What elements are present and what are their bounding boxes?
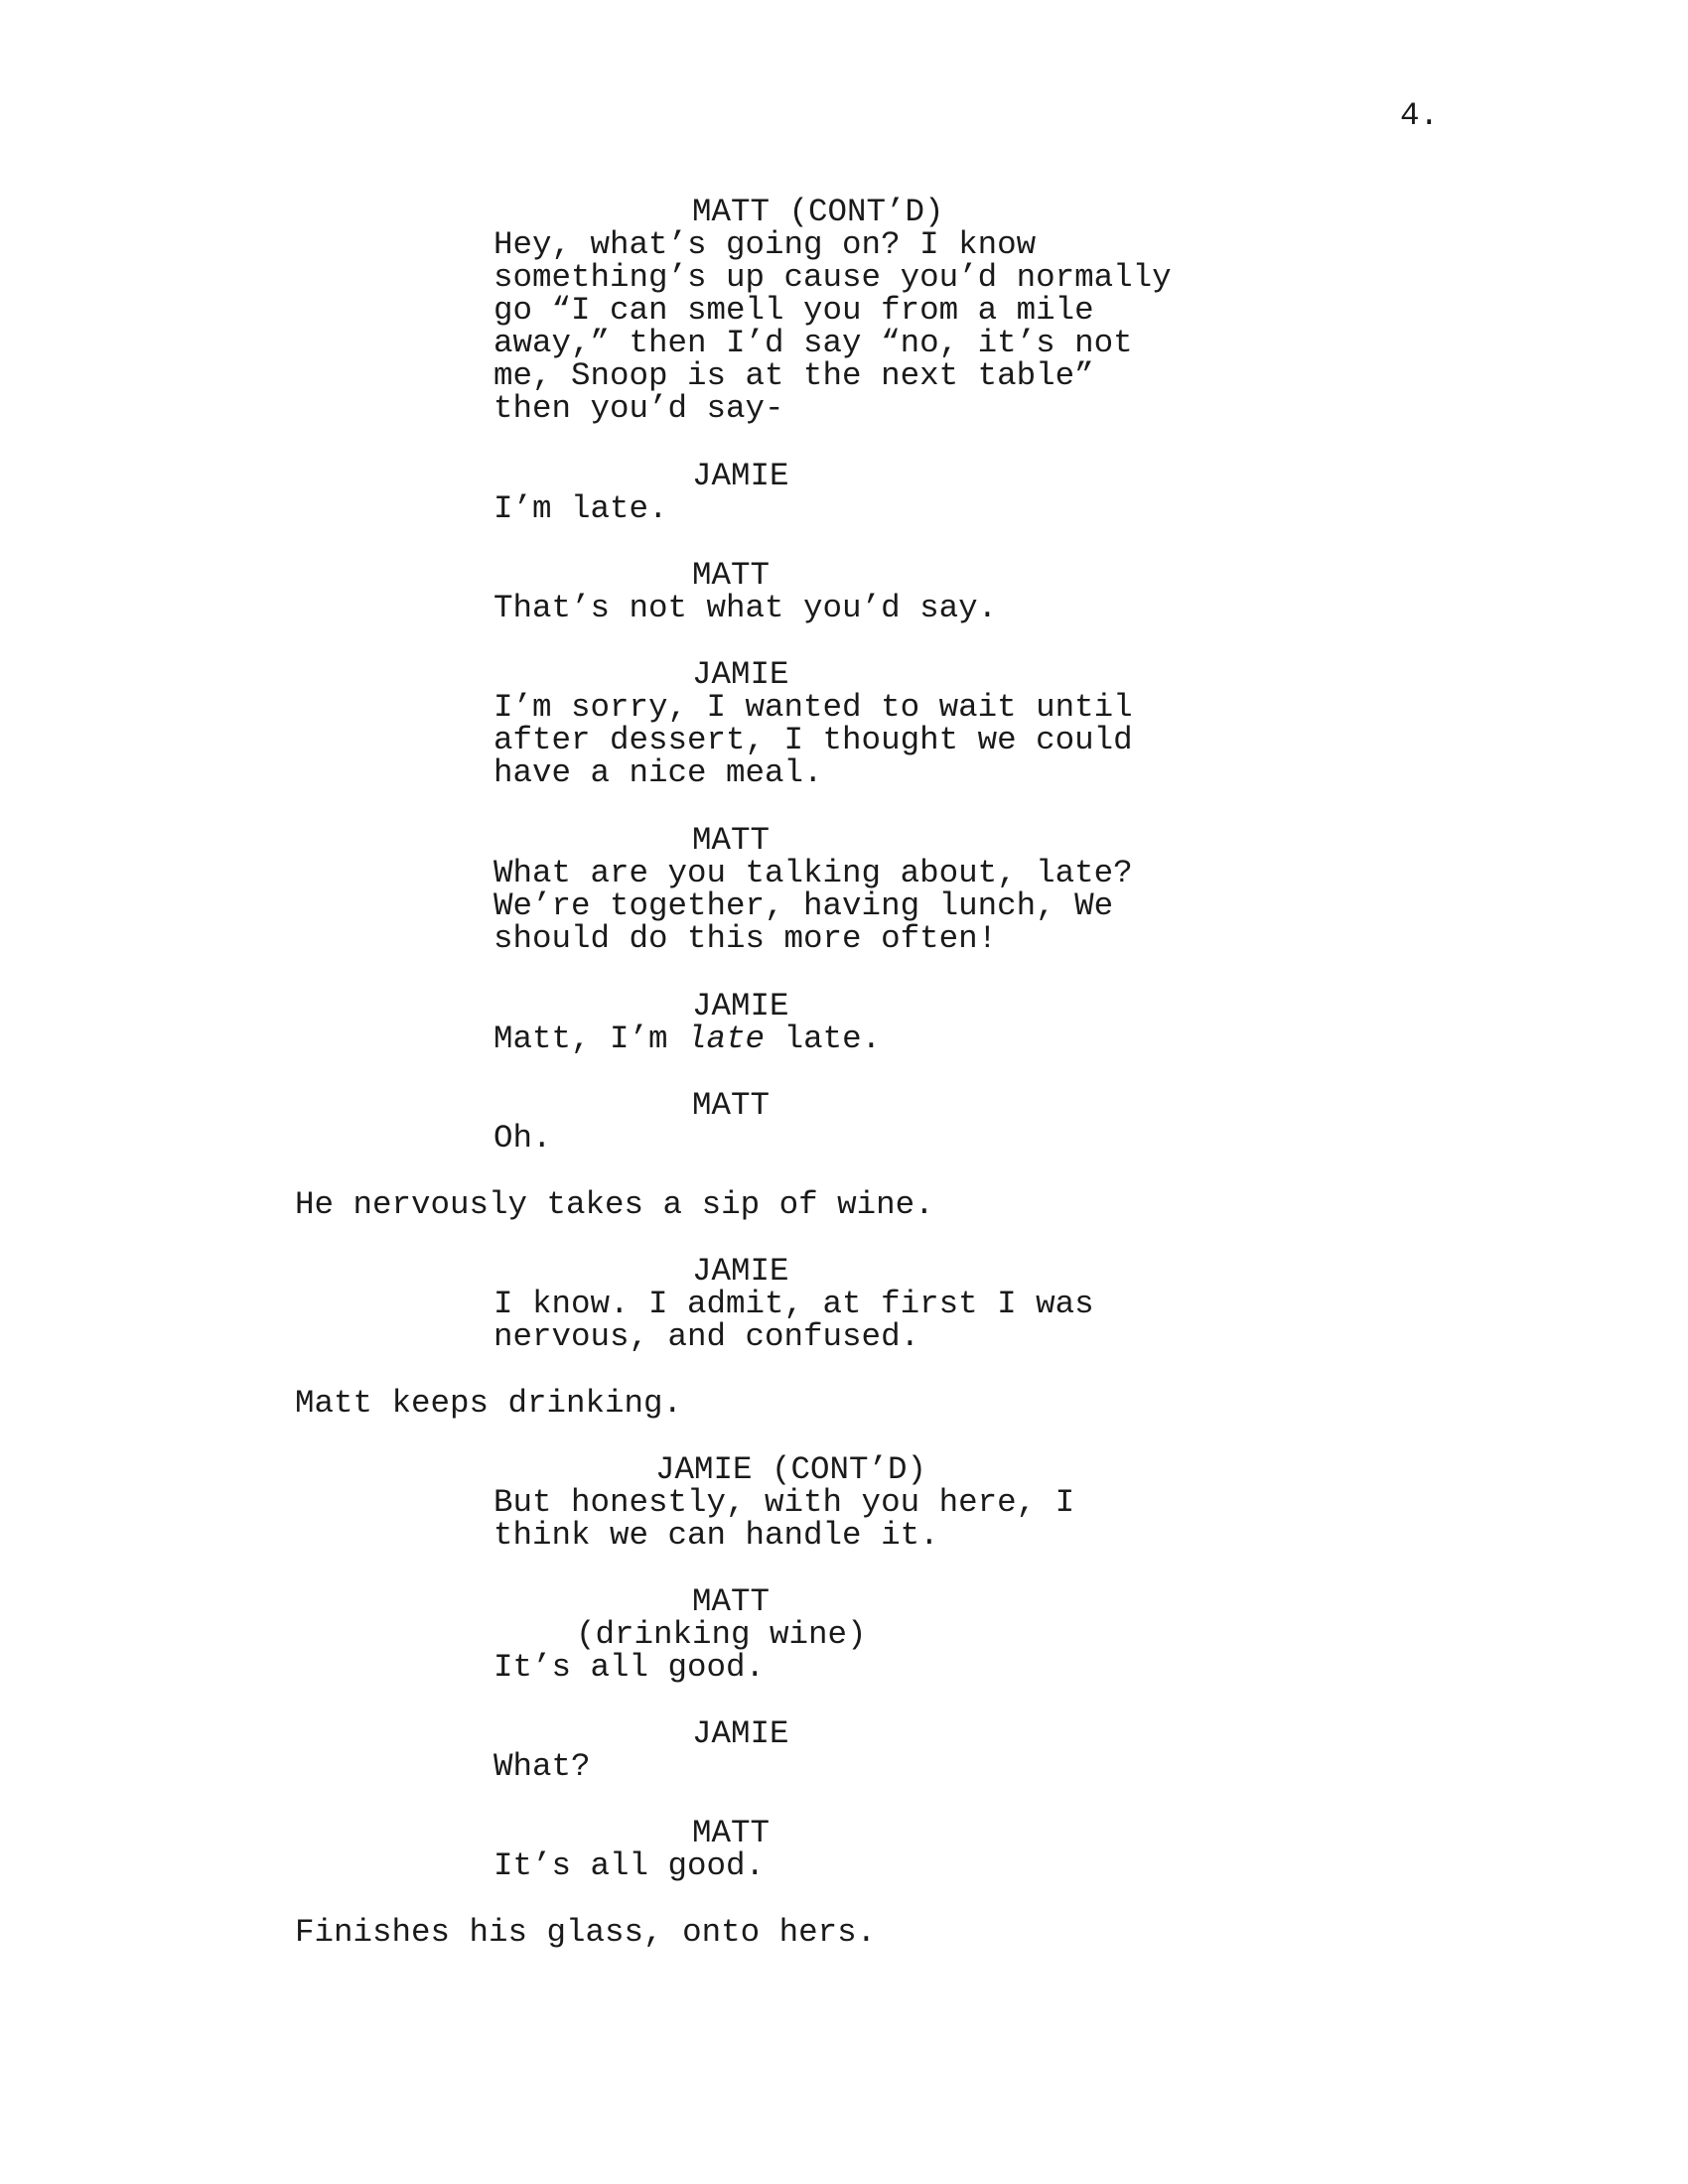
parenthetical: (drinking wine) [576,1616,867,1653]
character-cue: MATT [692,557,771,594]
action-line: Finishes his glass, onto hers. [295,1914,877,1951]
dialogue-line: Hey, what’s going on? I know [493,226,1037,263]
dialogue-line: Oh. [493,1120,552,1157]
dialogue-line: think we can handle it. [493,1517,939,1554]
dialogue-line: I’m sorry, I wanted to wait until [493,689,1133,726]
dialogue-line: after dessert, I thought we could [493,722,1133,758]
page-number: 4. [1400,97,1440,134]
dialogue-line: away,” then I’d say “no, it’s not [493,325,1133,361]
character-cue: MATT (CONT’D) [692,194,944,230]
character-cue: JAMIE [692,988,789,1024]
character-cue: MATT [692,822,771,859]
emphasis-text: late [687,1021,766,1057]
dialogue-line: me, Snoop is at the next table” [493,357,1094,394]
dialogue-line: What are you talking about, late? [493,855,1133,891]
character-cue: JAMIE [692,656,789,693]
dialogue-line: have a nice meal. [493,754,823,791]
dialogue-line: That’s not what you’d say. [493,590,998,626]
character-cue: MATT [692,1815,771,1851]
character-cue: JAMIE [692,1715,789,1752]
character-cue: MATT [692,1583,771,1620]
action-line: Matt keeps drinking. [295,1385,683,1422]
action-line: He nervously takes a sip of wine. [295,1186,934,1223]
dialogue-line: something’s up cause you’d normally [493,259,1172,296]
dialogue-line: go “I can smell you from a mile [493,292,1094,329]
character-cue: MATT [692,1087,771,1124]
dialogue-line: should do this more often! [493,920,998,957]
dialogue-line: I know. I admit, at first I was [493,1286,1094,1322]
dialogue-line: It’s all good. [493,1649,766,1686]
character-cue: JAMIE [692,1253,789,1290]
dialogue-text: late. [765,1021,882,1057]
character-cue: JAMIE [692,458,789,494]
character-cue: JAMIE (CONT’D) [655,1451,927,1488]
dialogue-line: We’re together, having lunch, We [493,887,1114,924]
dialogue-line: It’s all good. [493,1847,766,1884]
dialogue-line: But honestly, with you here, I [493,1484,1075,1521]
dialogue-line: I’m late. [493,490,668,527]
dialogue-text: Matt, I’m [493,1021,688,1057]
dialogue-line: What? [493,1748,591,1785]
dialogue-line [493,1023,881,1055]
dialogue-line: nervous, and confused. [493,1318,920,1355]
dialogue-line: then you’d say- [493,390,784,427]
